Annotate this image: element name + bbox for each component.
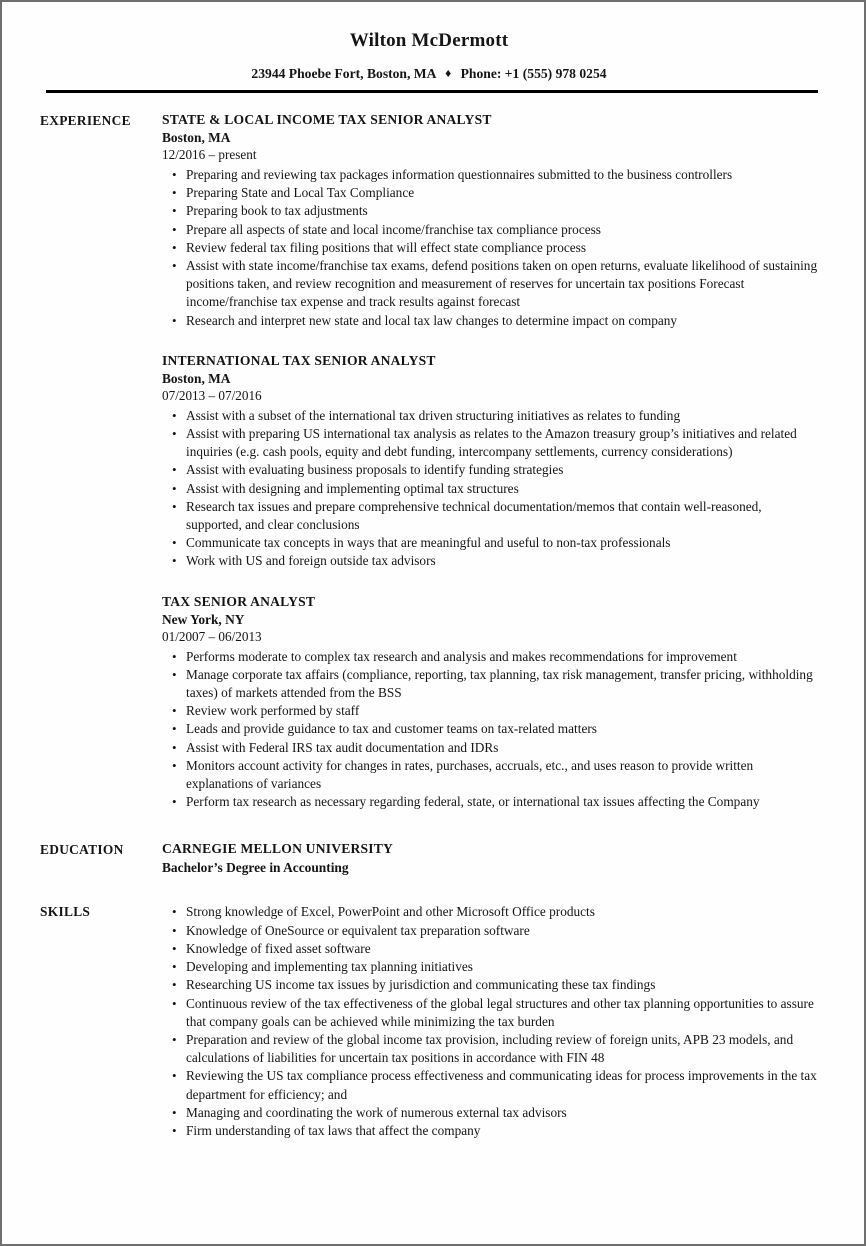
bullet-item: • Assist with designing and implementing optimal tax structures	[186, 480, 818, 498]
person-name: Wilton McDermott	[349, 30, 509, 51]
bullet-item: • Review federal tax filing positions that will effect state compliance process	[186, 239, 818, 257]
bullet-item: • Developing and implementing tax planning initiatives	[186, 958, 818, 976]
bullet-item: • Knowledge of OneSource or equivalent tax preparation software	[186, 922, 818, 940]
job-entry	[162, 353, 818, 571]
diamond-icon: ♦	[445, 66, 452, 80]
job-location: Boston, MA	[162, 130, 231, 145]
job-location: Boston, MA	[162, 370, 231, 386]
job-location: New York, NY	[162, 611, 245, 627]
bullet-item: • Assist with Federal IRS tax audit documentation and IDRs	[186, 739, 818, 757]
bullet-item: • Reviewing the US tax compliance process effectiveness and communicating ideas for process improvements in the tax department for efficiency; and	[186, 1067, 818, 1103]
bullet-item: • Perform tax research as necessary regarding federal, state, or international tax issues affecting the Company	[186, 793, 818, 811]
skills-list	[162, 903, 818, 1140]
job-title: INTERNATIONAL TAX SENIOR ANALYST	[162, 352, 436, 368]
bullet-item: • Work with US and foreign outside tax advisors	[186, 552, 818, 570]
bullet-item: • Monitors account activity for changes in rates, purchases, accruals, etc., and uses reason to provide written explanations of variances	[186, 757, 818, 793]
bullet-item: • Assist with a subset of the international tax driven structuring initiatives as relates to funding	[186, 407, 818, 425]
bullet-item: • Preparing and reviewing tax packages information questionnaires submitted to the business controllers	[186, 166, 818, 184]
bullet-item: • Preparation and review of the global income tax provision, including review of foreign units, APB 23 models, and calculations of liabilities for uncertain tax positions in accordance with FIN 48	[186, 1031, 818, 1067]
job-dates: 12/2016 – present	[162, 147, 257, 162]
job-title: STATE & LOCAL INCOME TAX SENIOR ANALYST	[162, 112, 492, 127]
skills-section	[40, 903, 818, 1140]
bullet-item: • Communicate tax concepts in ways that are meaningful and useful to non-tax professionals	[186, 534, 818, 552]
job-title: TAX SENIOR ANALYST	[162, 593, 316, 609]
bullet-item: • Researching US income tax issues by jurisdiction and communicating these tax findings	[186, 976, 818, 994]
bullet-item: • Firm understanding of tax laws that affect the company	[186, 1122, 818, 1140]
address-text: 23944 Phoebe Fort, Boston, MA	[251, 66, 436, 81]
job-bullets	[162, 166, 818, 330]
experience-section-label: EXPERIENCE	[40, 113, 131, 128]
contact-line	[40, 66, 818, 82]
bullet-item: • Strong knowledge of Excel, PowerPoint and other Microsoft Office products	[186, 903, 818, 921]
bullet-item: • Preparing book to tax adjustments	[186, 202, 818, 220]
job-bullets	[162, 648, 818, 812]
education-school: CARNEGIE MELLON UNIVERSITY	[162, 841, 394, 857]
education-content	[162, 841, 818, 876]
bullet-item: • Assist with preparing US international tax analysis as relates to the Amazon treasury group’s initiatives and related inquiries (e.g. cash pools, equity and debt funding, intercompany settlements, currency considerations)	[186, 425, 818, 461]
job-dates: 01/2007 – 06/2013	[162, 628, 262, 644]
bullet-item: • Research and interpret new state and local tax law changes to determine impact on company	[186, 312, 818, 330]
job-bullets	[162, 407, 818, 571]
bullet-item: • Knowledge of fixed asset software	[186, 940, 818, 958]
bullet-item: • Preparing State and Local Tax Compliance	[186, 184, 818, 202]
education-degree: Bachelor’s Degree in Accounting	[162, 860, 349, 876]
job-entry	[162, 594, 818, 812]
bullet-item: • Manage corporate tax affairs (compliance, reporting, tax planning, tax risk management, transfer pricing, withholding taxes) of markets attended from the BSS	[186, 666, 818, 702]
job-dates: 07/2013 – 07/2016	[162, 387, 262, 403]
skills-content	[162, 903, 818, 1140]
bullet-item: • Prepare all aspects of state and local income/franchise tax compliance process	[186, 221, 818, 239]
education-section	[40, 841, 818, 876]
resume-header	[40, 30, 818, 93]
bullet-item: • Research tax issues and prepare comprehensive technical documentation/memos that contain well-reasoned, supported, and clear conclusions	[186, 498, 818, 534]
bullet-item: • Leads and provide guidance to tax and customer teams on tax-related matters	[186, 720, 818, 738]
bullet-item: • Performs moderate to complex tax research and analysis and makes recommendations for improvement	[186, 648, 818, 666]
bullet-item: • Assist with state income/franchise tax exams, defend positions taken on open returns, evaluate likelihood of sustaining positions taken, and review recognition and measurement of reserves for uncertain tax positions Forecast income/franchise tax expense and track results against forecast	[186, 257, 818, 312]
header-divider	[46, 90, 818, 93]
phone-text: Phone: +1 (555) 978 0254	[460, 66, 607, 81]
bullet-item: • Managing and coordinating the work of numerous external tax advisors	[186, 1104, 818, 1122]
bullet-item: • Review work performed by staff	[186, 702, 818, 720]
experience-section	[40, 112, 818, 811]
education-section-label: EDUCATION	[40, 842, 124, 858]
jobs-list	[162, 112, 818, 811]
bullet-item: • Continuous review of the tax effectiveness of the global legal structures and other tax planning opportunities to assure that company goals can be achieved while minimizing the tax burden	[186, 995, 818, 1031]
skills-section-label: SKILLS	[40, 904, 91, 920]
bullet-item: • Assist with evaluating business proposals to identify funding strategies	[186, 461, 818, 479]
job-entry	[162, 112, 818, 330]
